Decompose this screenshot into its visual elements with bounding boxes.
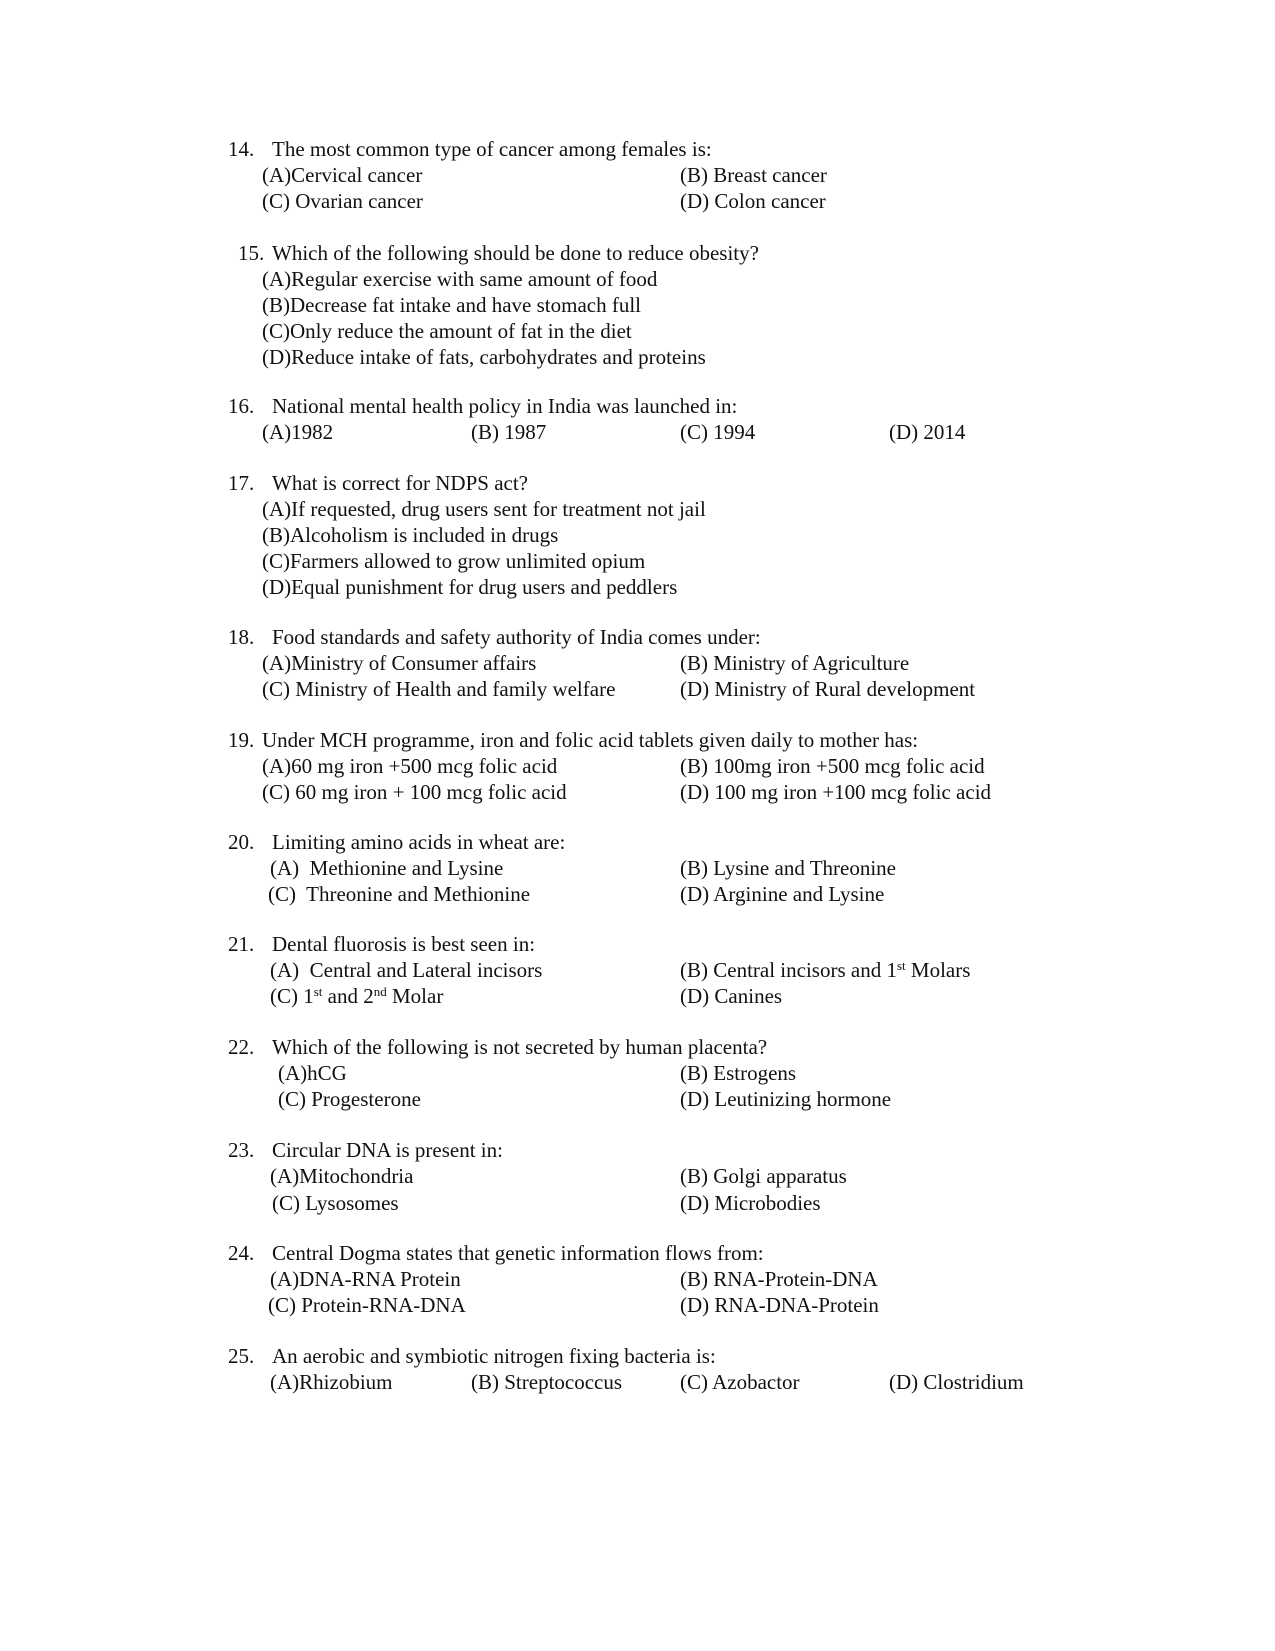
option-label: (B) bbox=[680, 651, 708, 675]
option-b[interactable] bbox=[680, 1266, 878, 1292]
option-label: (C) bbox=[272, 1191, 300, 1215]
option-text-middle: and 2 bbox=[322, 984, 374, 1008]
question-number: 15. bbox=[238, 241, 265, 265]
option-c[interactable] bbox=[272, 1190, 399, 1216]
option-label: (A) bbox=[270, 958, 300, 982]
question-number: 18. bbox=[228, 625, 255, 649]
option-c[interactable] bbox=[278, 1086, 421, 1112]
option-b[interactable] bbox=[680, 162, 827, 188]
option-text: Alcoholism is included in drugs bbox=[290, 523, 559, 547]
option-text: Azobactor bbox=[712, 1370, 800, 1394]
option-b[interactable] bbox=[680, 855, 896, 881]
option-label: (A) bbox=[262, 267, 292, 291]
ordinal-suffix: st bbox=[896, 958, 906, 973]
option-text: If requested, drug users sent for treatment not jail bbox=[291, 497, 706, 521]
option-text: 60 mg iron +500 mcg folic acid bbox=[291, 754, 558, 778]
option-label: (D) bbox=[262, 575, 292, 599]
option-b[interactable] bbox=[262, 522, 558, 548]
option-text: Ministry of Health and family welfare bbox=[295, 677, 616, 701]
option-c[interactable] bbox=[262, 676, 615, 702]
option-a[interactable] bbox=[270, 1266, 461, 1292]
option-label: (D) bbox=[680, 1293, 710, 1317]
option-text: 100mg iron +500 mcg folic acid bbox=[713, 754, 985, 778]
option-label: (C) bbox=[270, 984, 298, 1008]
option-label: (A) bbox=[278, 1061, 308, 1085]
option-a[interactable] bbox=[270, 1163, 413, 1189]
option-d[interactable] bbox=[680, 676, 975, 702]
option-text: hCG bbox=[307, 1061, 347, 1085]
option-label: (D) bbox=[680, 1087, 710, 1111]
option-label: (D) bbox=[680, 1191, 710, 1215]
question-number: 14. bbox=[228, 137, 255, 161]
option-label: (A) bbox=[262, 754, 292, 778]
option-text: 1982 bbox=[291, 420, 334, 444]
option-text: Methionine and Lysine bbox=[309, 856, 504, 880]
question-number: 22. bbox=[228, 1035, 255, 1059]
option-label: (D) bbox=[680, 882, 710, 906]
option-text: 1 bbox=[303, 984, 314, 1008]
option-text: Rhizobium bbox=[299, 1370, 393, 1394]
ordinal-suffix: st bbox=[313, 984, 323, 999]
option-label: (A) bbox=[270, 856, 300, 880]
option-label: (D) bbox=[680, 984, 710, 1008]
option-label: (B) bbox=[680, 856, 708, 880]
option-a[interactable] bbox=[262, 650, 536, 676]
option-b[interactable] bbox=[680, 1163, 847, 1189]
option-text: 60 mg iron + 100 mcg folic acid bbox=[295, 780, 567, 804]
option-a[interactable] bbox=[270, 1369, 393, 1395]
option-b[interactable] bbox=[471, 419, 546, 445]
question-number: 16. bbox=[228, 394, 255, 418]
question-number: 20. bbox=[228, 830, 255, 854]
option-c[interactable] bbox=[268, 1292, 466, 1318]
option-text: Lysine and Threonine bbox=[713, 856, 896, 880]
option-label: (C) bbox=[268, 1293, 296, 1317]
option-a[interactable] bbox=[270, 957, 542, 983]
option-text: Golgi apparatus bbox=[713, 1164, 847, 1188]
question-text: Central Dogma states that genetic information flows from: bbox=[272, 1241, 764, 1265]
option-label: (A) bbox=[270, 1267, 300, 1291]
option-label: (B) bbox=[680, 1061, 708, 1085]
option-b[interactable] bbox=[680, 1060, 796, 1086]
option-text: 1994 bbox=[713, 420, 756, 444]
option-c[interactable] bbox=[680, 419, 755, 445]
option-text: Leutinizing hormone bbox=[714, 1087, 892, 1111]
option-text: Cervical cancer bbox=[291, 163, 423, 187]
option-c[interactable] bbox=[262, 779, 567, 805]
ordinal-suffix: nd bbox=[373, 984, 387, 999]
option-text: Arginine and Lysine bbox=[713, 882, 885, 906]
option-text: Threonine and Methionine bbox=[306, 882, 531, 906]
option-d[interactable] bbox=[680, 881, 884, 907]
option-c[interactable] bbox=[262, 188, 423, 214]
option-d[interactable] bbox=[680, 779, 991, 805]
option-text: Equal punishment for drug users and peddlers bbox=[291, 575, 678, 599]
option-label: (D) bbox=[889, 1370, 919, 1394]
option-label: (C) bbox=[680, 420, 708, 444]
option-label: (B) bbox=[680, 1164, 708, 1188]
option-c[interactable] bbox=[262, 318, 632, 344]
option-a[interactable] bbox=[262, 419, 333, 445]
option-c[interactable] bbox=[680, 1369, 800, 1395]
option-label: (A) bbox=[270, 1370, 300, 1394]
option-label: (B) bbox=[262, 523, 290, 547]
question-text: What is correct for NDPS act? bbox=[272, 471, 528, 495]
option-b[interactable] bbox=[680, 753, 985, 779]
option-b[interactable] bbox=[680, 650, 909, 676]
option-label: (B) bbox=[262, 293, 290, 317]
option-text-continued: Molars bbox=[905, 958, 971, 982]
option-text: Ministry of Consumer affairs bbox=[291, 651, 537, 675]
option-label: (A) bbox=[262, 651, 292, 675]
option-text: Protein-RNA-DNA bbox=[301, 1293, 466, 1317]
option-text: Colon cancer bbox=[714, 189, 826, 213]
option-text: 1987 bbox=[504, 420, 547, 444]
option-a[interactable] bbox=[262, 266, 657, 292]
option-text: Mitochondria bbox=[299, 1164, 414, 1188]
option-label: (B) bbox=[471, 420, 499, 444]
option-b[interactable] bbox=[471, 1369, 622, 1395]
question-text: National mental health policy in India was launched in: bbox=[272, 394, 738, 418]
option-d[interactable] bbox=[889, 419, 965, 445]
option-text: RNA-Protein-DNA bbox=[713, 1267, 878, 1291]
question-number: 17. bbox=[228, 471, 255, 495]
option-label: (B) bbox=[680, 163, 708, 187]
option-text: Clostridium bbox=[923, 1370, 1024, 1394]
option-label: (C) bbox=[262, 189, 290, 213]
option-label: (C) bbox=[680, 1370, 708, 1394]
question-text: Circular DNA is present in: bbox=[272, 1138, 503, 1162]
option-label: (A) bbox=[262, 497, 292, 521]
option-d[interactable] bbox=[680, 1086, 891, 1112]
question-text: Under MCH programme, iron and folic acid tablets given daily to mother has: bbox=[262, 728, 919, 752]
question-text: Limiting amino acids in wheat are: bbox=[272, 830, 566, 854]
option-text: Ministry of Rural development bbox=[714, 677, 976, 701]
option-label: (B) bbox=[471, 1370, 499, 1394]
question-number: 23. bbox=[228, 1138, 255, 1162]
option-d[interactable] bbox=[680, 1292, 879, 1318]
option-label: (B) bbox=[680, 1267, 708, 1291]
option-text: Streptococcus bbox=[504, 1370, 623, 1394]
option-label: (D) bbox=[262, 345, 292, 369]
option-text: Only reduce the amount of fat in the diet bbox=[290, 319, 632, 343]
option-text: 2014 bbox=[923, 420, 966, 444]
option-text: 100 mg iron +100 mcg folic acid bbox=[714, 780, 992, 804]
option-text: Ovarian cancer bbox=[295, 189, 423, 213]
question-number: 21. bbox=[228, 932, 255, 956]
option-text: DNA-RNA Protein bbox=[299, 1267, 461, 1291]
option-label: (C) bbox=[262, 319, 290, 343]
option-a[interactable] bbox=[262, 162, 422, 188]
option-text: Microbodies bbox=[714, 1191, 821, 1215]
question-text: Food standards and safety authority of India comes under: bbox=[272, 625, 761, 649]
option-text-continued: Molar bbox=[386, 984, 444, 1008]
option-text: Central and Lateral incisors bbox=[309, 958, 543, 982]
option-b[interactable] bbox=[262, 292, 641, 318]
option-text: Decrease fat intake and have stomach full bbox=[290, 293, 642, 317]
question-number: 24. bbox=[228, 1241, 255, 1265]
option-text: Lysosomes bbox=[305, 1191, 399, 1215]
question-number: 25. bbox=[228, 1344, 255, 1368]
option-text: Farmers allowed to grow unlimited opium bbox=[290, 549, 646, 573]
question-number: 19. bbox=[228, 728, 255, 752]
option-c[interactable] bbox=[268, 881, 530, 907]
option-label: (B) bbox=[680, 958, 708, 982]
question-text: The most common type of cancer among females is: bbox=[272, 137, 712, 161]
option-label: (C) bbox=[262, 549, 290, 573]
question-text: An aerobic and symbiotic nitrogen fixing bacteria is: bbox=[272, 1344, 716, 1368]
option-text: Central incisors and 1 bbox=[713, 958, 897, 982]
option-text: Regular exercise with same amount of food bbox=[291, 267, 658, 291]
option-label: (D) bbox=[680, 780, 710, 804]
option-text: RNA-DNA-Protein bbox=[714, 1293, 879, 1317]
option-label: (C) bbox=[278, 1087, 306, 1111]
option-text: Progesterone bbox=[311, 1087, 421, 1111]
option-a[interactable] bbox=[278, 1060, 347, 1086]
option-text: Canines bbox=[714, 984, 783, 1008]
option-label: (C) bbox=[262, 677, 290, 701]
option-a[interactable] bbox=[270, 855, 503, 881]
option-label: (B) bbox=[680, 754, 708, 778]
option-label: (A) bbox=[262, 163, 292, 187]
option-c[interactable] bbox=[270, 983, 443, 1009]
option-text: Estrogens bbox=[713, 1061, 797, 1085]
question-text: Which of the following is not secreted by human placenta? bbox=[272, 1035, 768, 1059]
option-label: (D) bbox=[680, 677, 710, 701]
question-text: Dental fluorosis is best seen in: bbox=[272, 932, 536, 956]
option-label: (D) bbox=[889, 420, 919, 444]
option-d[interactable] bbox=[680, 983, 782, 1009]
option-label: (D) bbox=[680, 189, 710, 213]
option-c[interactable] bbox=[262, 548, 645, 574]
question-text: Which of the following should be done to reduce obesity? bbox=[272, 241, 759, 265]
option-text: Breast cancer bbox=[713, 163, 827, 187]
option-d[interactable] bbox=[889, 1369, 1024, 1395]
option-label: (C) bbox=[268, 882, 296, 906]
option-text: Ministry of Agriculture bbox=[713, 651, 910, 675]
option-a[interactable] bbox=[262, 753, 557, 779]
option-label: (A) bbox=[270, 1164, 300, 1188]
option-d[interactable] bbox=[262, 344, 706, 370]
option-a[interactable] bbox=[262, 496, 706, 522]
option-d[interactable] bbox=[680, 1190, 821, 1216]
option-d[interactable] bbox=[262, 574, 677, 600]
option-label: (A) bbox=[262, 420, 292, 444]
option-d[interactable] bbox=[680, 188, 826, 214]
option-label: (C) bbox=[262, 780, 290, 804]
option-b[interactable] bbox=[680, 957, 970, 983]
option-text: Reduce intake of fats, carbohydrates and proteins bbox=[291, 345, 706, 369]
